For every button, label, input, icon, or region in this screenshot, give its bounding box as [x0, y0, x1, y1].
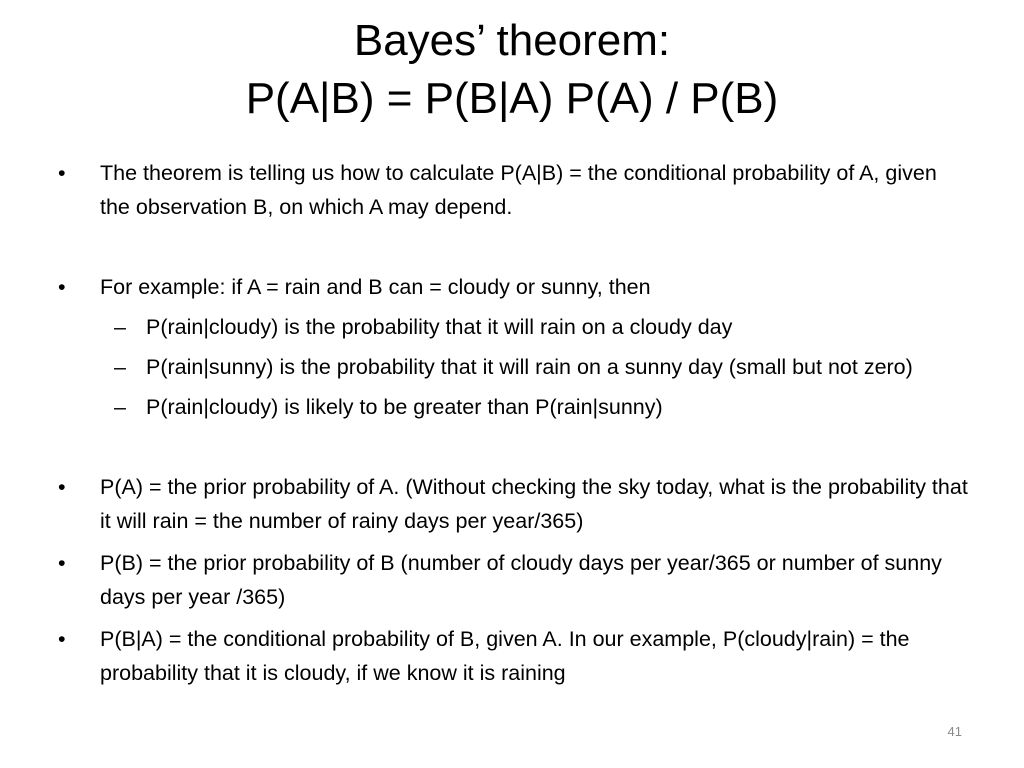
- title-line-2: P(A|B) = P(B|A) P(A) / P(B): [245, 74, 779, 123]
- bullet-item-1: [58, 156, 968, 224]
- bullet-item-5: [58, 622, 968, 690]
- bullet-text: The theorem is telling us how to calculate P(A|B) = the conditional probability of A, given the observation B, on which A may depend.: [100, 161, 937, 219]
- bullet-text: For example: if A = rain and B can = cloudy or sunny, then: [100, 275, 651, 299]
- bullet-item-2: [58, 270, 968, 304]
- sub-bullet-item-1: [58, 310, 968, 344]
- bullet-text: P(B) = the prior probability of B (number of cloudy days per year/365 or number of sunny days per year /365): [100, 551, 942, 609]
- bullet-dot: •: [58, 161, 66, 185]
- bullet-dot: •: [58, 627, 66, 651]
- slide-title: [60, 12, 964, 128]
- slide-number: 41: [947, 724, 962, 739]
- bullet-list: [58, 156, 968, 690]
- sub-bullet-text: P(rain|cloudy) is likely to be greater than P(rain|sunny): [146, 395, 663, 419]
- sub-bullet-item-2: [58, 350, 968, 384]
- bullet-item-3: [58, 470, 968, 538]
- bullet-dot: •: [58, 275, 66, 299]
- sub-bullet-text: P(rain|sunny) is the probability that it will rain on a sunny day (small but not zero): [146, 355, 913, 379]
- bullet-text: P(B|A) = the conditional probability of B, given A. In our example, P(cloudy|rain) = the probability that it is cloudy, if we know it is raining: [100, 627, 910, 685]
- title-line-1: Bayes’ theorem:: [353, 16, 671, 65]
- sub-bullet-item-3: [58, 390, 968, 424]
- sub-bullet-dash: –: [114, 355, 126, 379]
- sub-bullet-text: P(rain|cloudy) is the probability that it will rain on a cloudy day: [146, 315, 733, 339]
- sub-bullet-dash: –: [114, 395, 126, 419]
- sub-bullet-dash: –: [114, 315, 126, 339]
- bullet-dot: •: [58, 475, 66, 499]
- bullet-item-4: [58, 546, 968, 614]
- bullet-text: P(A) = the prior probability of A. (Without checking the sky today, what is the probability that it will rain = the number of rainy days per year/365): [100, 475, 968, 533]
- bullet-dot: •: [58, 551, 66, 575]
